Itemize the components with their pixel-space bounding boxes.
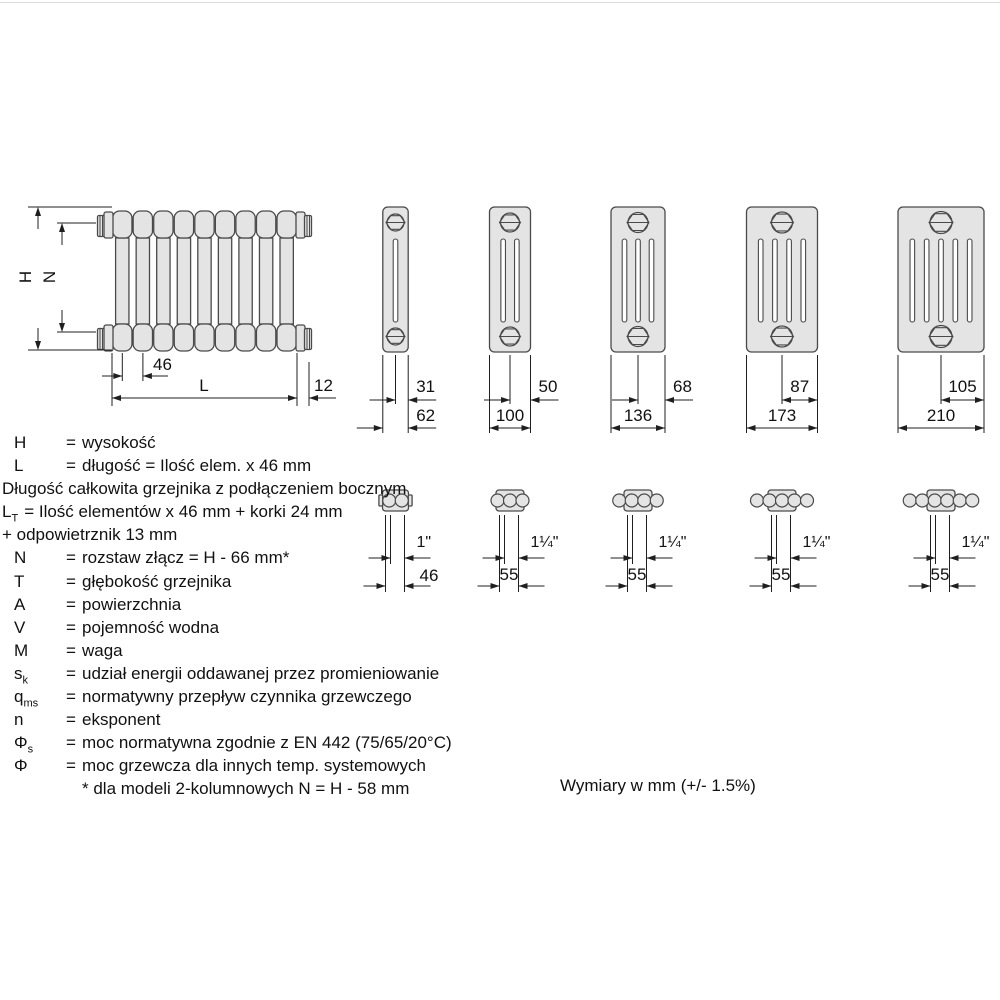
element-pitch-dim-label-6col: 55 [930, 565, 950, 584]
top-view-3col [491, 490, 529, 511]
top-view-6col [903, 490, 979, 511]
half-depth-dim-label-4col: 68 [673, 377, 692, 396]
top-view-4col [613, 490, 664, 511]
cross-section-2col-dims [357, 355, 436, 433]
cross-section-6col-dims [898, 355, 984, 433]
legend-row-H: H = wysokość [14, 433, 156, 452]
units-note: Wymiary w mm (+/- 1.5%) [560, 776, 756, 795]
legend-row-phi: Φ = moc grzewcza dla innych temp. systemowych [14, 756, 426, 776]
length-dim-label: L [199, 376, 209, 395]
depth-dim-label-4col: 136 [623, 406, 653, 425]
legend-row-A: A = powierzchnia [14, 594, 182, 614]
cross-section-3col [490, 207, 531, 352]
connection-dim-label-4col: 1¼" [658, 534, 687, 551]
top-view-6col-dims [909, 515, 990, 592]
element-pitch-dim-label-4col: 55 [627, 565, 647, 584]
legend-row-N: N = rozstaw złącz = H - 66 mm* [14, 548, 290, 568]
connection-dim-label-3col: 1¼" [530, 534, 559, 551]
connection-dim-label-6col: 1¼" [961, 534, 990, 551]
cross-section-4col [611, 207, 665, 352]
legend-row-V: V = pojemność wodna [14, 617, 220, 637]
element-pitch-dim-label-5col: 55 [771, 565, 791, 584]
top-view-4col-dims [606, 515, 687, 592]
legend-row-total-length-note: Długość całkowita grzejnika z podłączeniem bocznym [2, 479, 407, 499]
connection-dim-label-2col: 1" [416, 534, 432, 551]
element-pitch-dim-label-2col: 46 [419, 566, 439, 585]
legend-row-n: n = eksponent [14, 710, 161, 730]
cross-section-2col [383, 207, 408, 352]
depth-dim-label-6col: 210 [926, 406, 956, 425]
legend-row-L: L = długość = Ilość elem. x 46 mm [14, 456, 312, 476]
depth-dim-label-5col: 173 [767, 406, 797, 425]
legend-row-phi-s: $\Phi_s$ = moc normatywna zgodnie z EN 442 (75/65/20°C) [14, 733, 452, 756]
top-view-5col-dims [750, 515, 831, 592]
depth-dim-label-3col: 100 [495, 406, 525, 425]
end-offset-dim-label: 12 [314, 376, 333, 395]
connection-dim-label-5col: 1¼" [802, 534, 831, 551]
height-dim-label: H [16, 270, 35, 284]
legend-row-asterisk-note: * dla modeli 2-kolumnowych N = H - 58 mm [82, 779, 410, 799]
cross-section-6col [898, 207, 984, 352]
legend-row-air-vent: + odpowietrznik 13 mm [2, 525, 178, 545]
legend-row-T: T = głębokość grzejnika [14, 571, 232, 591]
legend-row-LT: $L_T$ = Ilość elementów x 46 mm + korki 24 mm [2, 502, 343, 525]
half-depth-dim-label-2col: 31 [416, 377, 436, 396]
top-view-3col-dims [478, 515, 559, 592]
top-view-5col [751, 490, 814, 511]
cross-section-5col [747, 207, 818, 352]
legend-row-qms: $q_{ms}$ = normatywny przepływ czynnika grzewczego [14, 687, 412, 710]
half-depth-dim-label-6col: 105 [948, 377, 977, 396]
joint-spacing-dim-label: N [40, 270, 59, 284]
element-width-dim-label: 46 [153, 355, 172, 374]
legend [2, 431, 452, 801]
element-pitch-dim-label-3col: 55 [499, 565, 519, 584]
legend-row-M: M = waga [14, 640, 123, 660]
front-view-radiator [98, 211, 312, 351]
half-depth-dim-label-5col: 87 [790, 377, 810, 396]
cross-section-3col-dims [484, 355, 559, 433]
legend-row-sk: $s_k$ = udział energii oddawanej przez promieniowanie [14, 663, 440, 687]
cross-section-5col-dims [747, 355, 818, 433]
cross-section-4col-dims [611, 355, 693, 433]
half-depth-dim-label-3col: 50 [538, 377, 558, 396]
depth-dim-label-2col: 62 [416, 406, 436, 425]
